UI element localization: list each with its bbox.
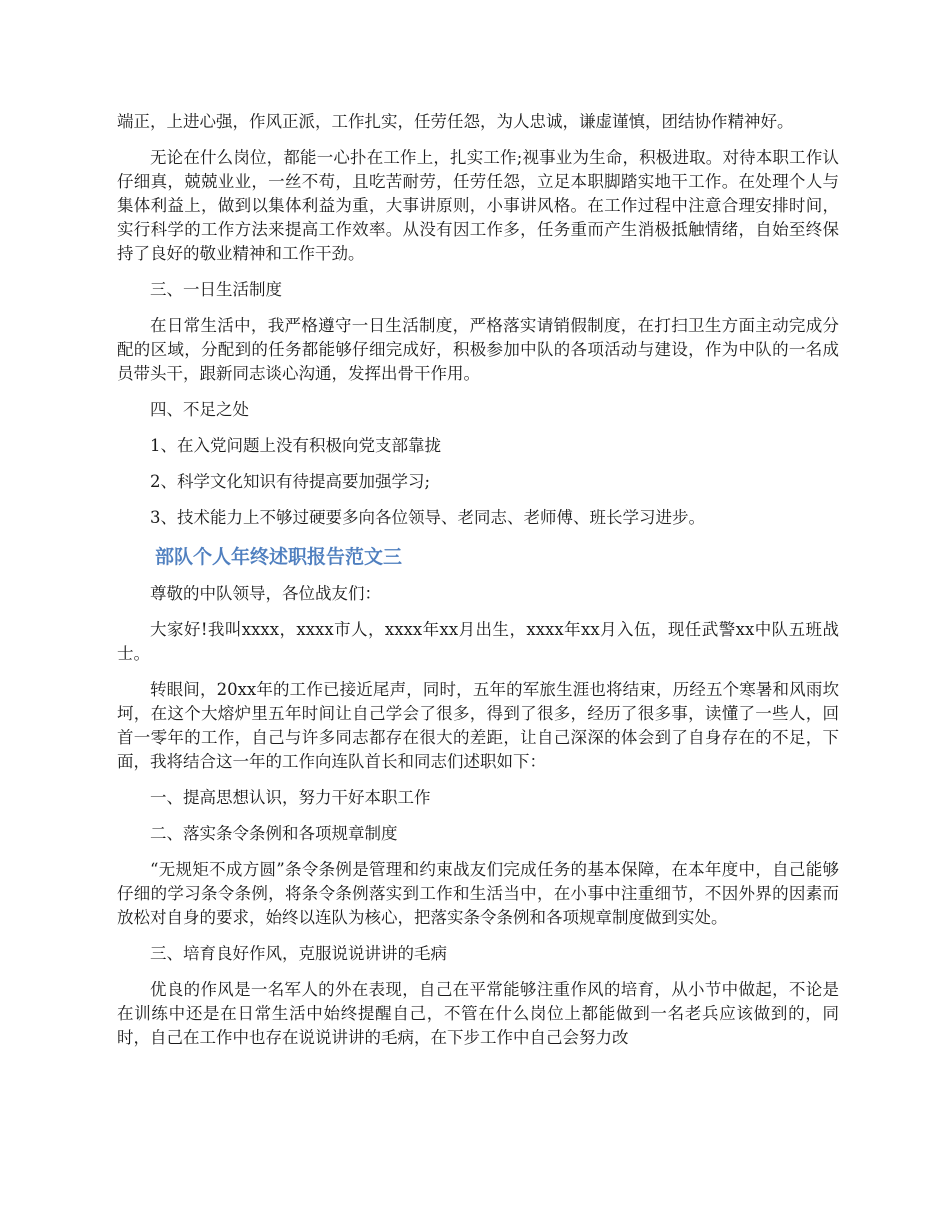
paragraph: 1、在入党问题上没有积极向党支部靠拢 bbox=[150, 436, 441, 455]
paragraph: 3、技术能力上不够过硬要多向各位领导、老同志、老师傅、班长学习进步。 bbox=[150, 508, 705, 527]
paragraph: 在日常生活中，我严格遵守一日生活制度，严格落实请销假制度，在打扫卫生方面主动完成分配的区域，分配到的任务都能够仔细完成好，积极参加中队的各项活动与建设，作为中队的一名成员带头干，跟新同志谈心沟通，发挥出骨干作用。 bbox=[117, 316, 839, 383]
document-page bbox=[117, 110, 839, 1062]
paragraph: 尊敬的中队领导，各位战友们： bbox=[150, 584, 381, 603]
paragraph: 四、不足之处 bbox=[150, 400, 249, 419]
paragraph: “无规矩不成方圆”条令条例是管理和约束战友们完成任务的基本保障，在本年度中，自己能够仔细的学习条令条例，将条令条例落实到工作和生活当中，在小事中注重细节，不因外界的因素而放松对自身的要求，始终以连队为核心，把落实条令条例和各项规章制度做到实处。 bbox=[117, 860, 839, 927]
paragraph: 优良的作风是一名军人的外在表现，自己在平常能够注重作风的培育，从小节中做起，不论是在训练中还是在日常生活中始终提醒自己，不管在什么岗位上都能做到一名老兵应该做到的，同时，自己在工作中也存在说说讲讲的毛病，在下步工作中自己会努力改 bbox=[117, 980, 839, 1047]
section-heading: 部队个人年终述职报告范文三 bbox=[155, 546, 403, 568]
document-body-after bbox=[117, 582, 839, 1050]
paragraph: 大家好!我叫xxxx，xxxx市人，xxxx年xx月出生，xxxx年xx月入伍，现任武警xx中队五班战士。 bbox=[117, 620, 839, 663]
paragraph: 2、科学文化知识有待提高要加强学习; bbox=[150, 472, 431, 491]
paragraph: 一、提高思想认识，努力干好本职工作 bbox=[150, 788, 431, 807]
document-body-before bbox=[117, 110, 839, 530]
paragraph: 转眼间，20xx年的工作已接近尾声，同时，五年的军旅生涯也将结束，历经五个寒暑和风雨坎坷，在这个大熔炉里五年时间让自己学会了很多，得到了很多，经历了很多事，读懂了一些人，回首一零年的工作，自己与许多同志都存在很大的差距，让自己深深的体会到了自身存在的不足，下面，我将结合这一年的工作向连队首长和同志们述职如下： bbox=[117, 680, 839, 771]
paragraph: 二、落实条令条例和各项规章制度 bbox=[150, 824, 398, 843]
paragraph: 端正，上进心强，作风正派，工作扎实，任劳任怨，为人忠诚，谦虚谨慎，团结协作精神好。 bbox=[117, 112, 794, 131]
paragraph: 无论在什么岗位，都能一心扑在工作上，扎实工作;视事业为生命，积极进取。对待本职工作认仔细真，兢兢业业，一丝不苟，且吃苦耐劳，任劳任怨，立足本职脚踏实地干工作。在处理个人与集体利益上，做到以集体利益为重，大事讲原则，小事讲风格。在工作过程中注意合理安排时间，实行科学的工作方法来提高工作效率。从没有因工作多，任务重而产生消极抵触情绪，自始至终保持了良好的敬业精神和工作干劲。 bbox=[117, 148, 839, 263]
paragraph: 三、一日生活制度 bbox=[150, 280, 282, 299]
paragraph: 三、培育良好作风，克服说说讲讲的毛病 bbox=[150, 944, 447, 963]
